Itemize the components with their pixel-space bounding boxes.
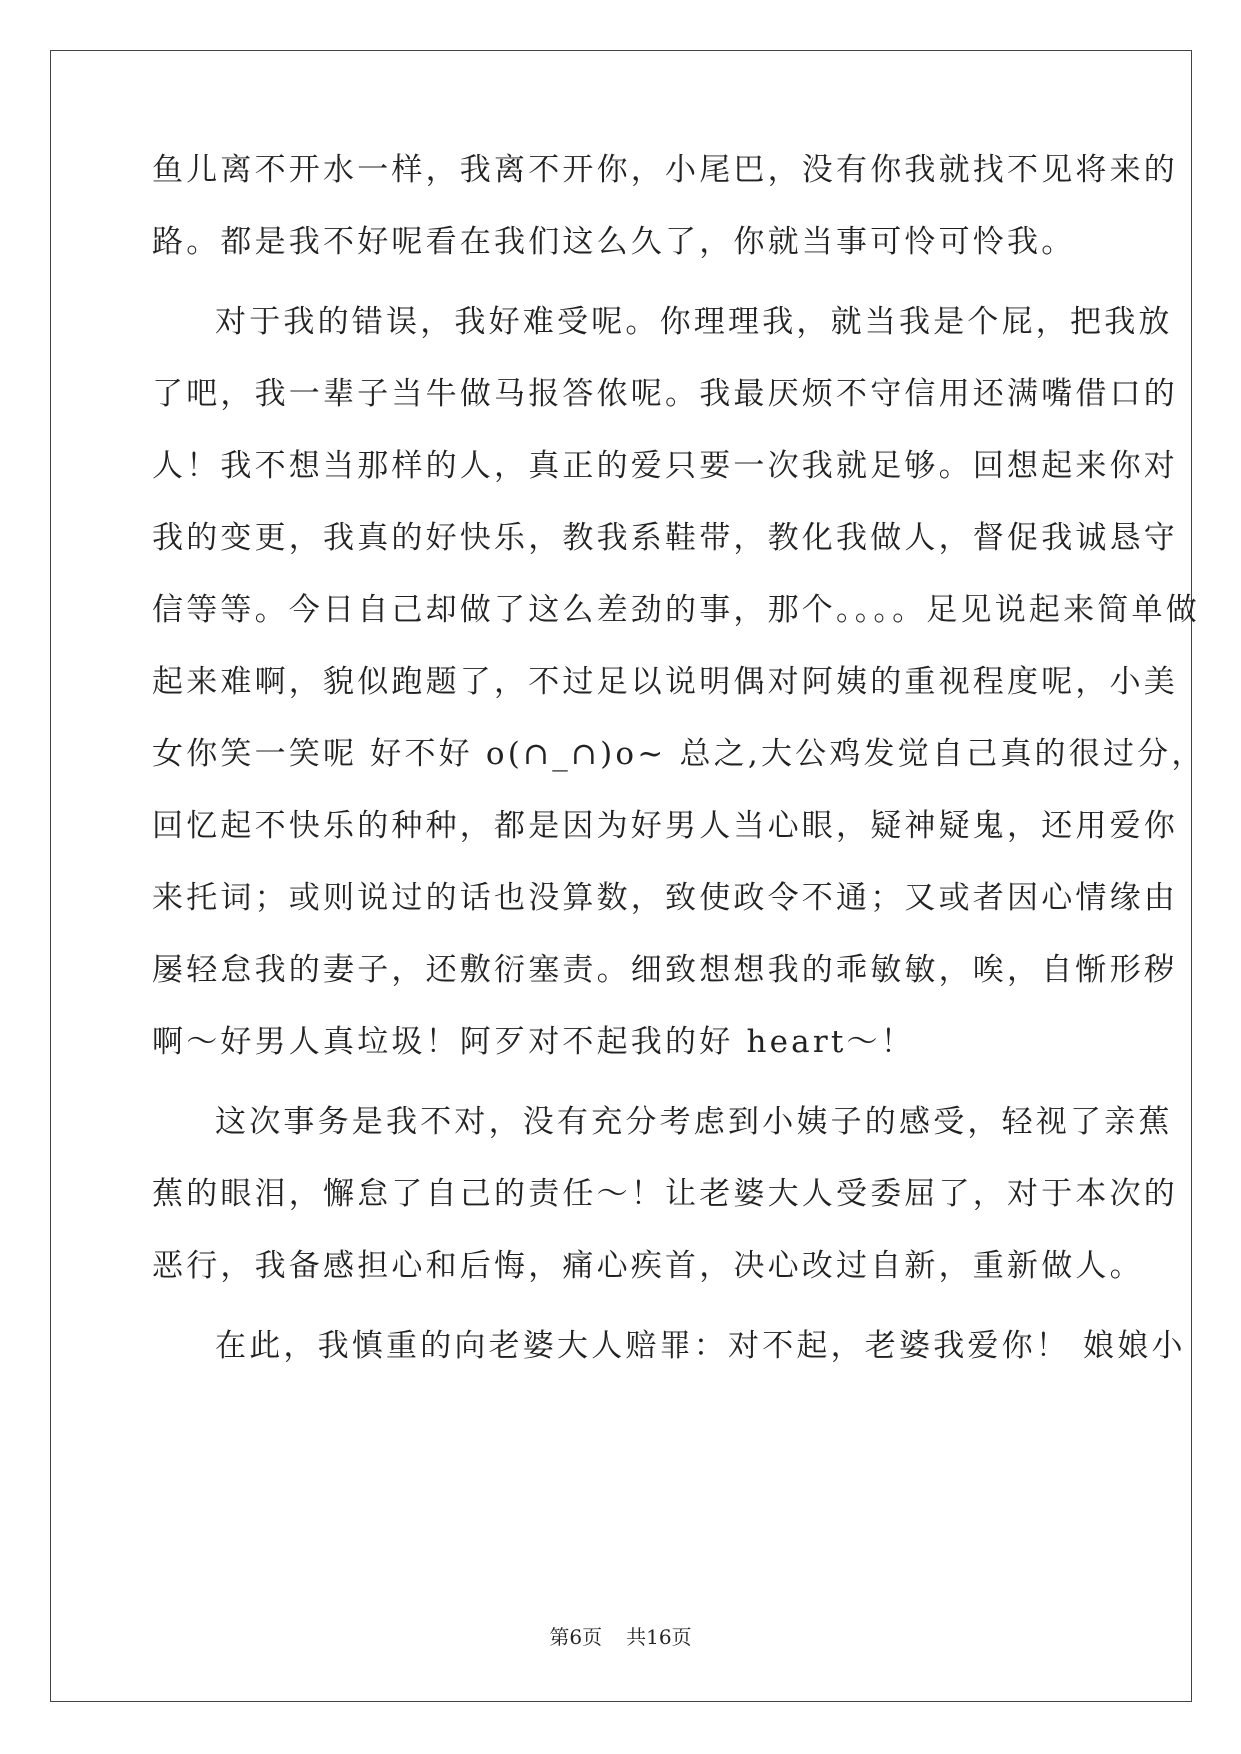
text-line-17: 在此，我慎重的向老婆大人赔罪：对不起，老婆我爱你！ 娘娘小 <box>215 1328 1186 1364</box>
text-line-16: 恶行，我备感担心和后悔，痛心疾首，决心改过自新，重新做人。 <box>152 1248 1144 1284</box>
text-line-10: 回忆起不快乐的种种，都是因为好男人当心眼，疑神疑鬼，还用爱你 <box>152 808 1178 844</box>
text-line-12: 屡轻怠我的妻子，还敷衍塞责。细致想想我的乖敏敏，唉，自惭形秽 <box>152 952 1178 988</box>
page-border <box>50 50 1192 1702</box>
page-number-current: 第6页 <box>549 1625 603 1649</box>
text-line-13: 啊～好男人真垃圾！阿歹对不起我的好 heart～！ <box>152 1024 915 1060</box>
text-line-2: 路。都是我不好呢看在我们这么久了，你就当事可怜可怜我。 <box>152 224 1076 260</box>
text-line-1: 鱼儿离不开水一样，我离不开你，小尾巴，没有你我就找不见将来的 <box>152 152 1178 188</box>
text-line-14: 这次事务是我不对，没有充分考虑到小姨子的感受，轻视了亲蕉 <box>215 1104 1173 1140</box>
text-line-3: 对于我的错误，我好难受呢。你理理我，就当我是个屁，把我放 <box>215 304 1173 340</box>
text-line-4: 了吧，我一辈子当牛做马报答侬呢。我最厌烦不守信用还满嘴借口的 <box>152 376 1178 412</box>
text-line-15: 蕉的眼泪，懈怠了自己的责任～！让老婆大人受委屈了，对于本次的 <box>152 1176 1178 1212</box>
page-number-total: 共16页 <box>626 1625 692 1649</box>
page-footer <box>0 1625 1241 1649</box>
text-line-7: 信等等。今日自己却做了这么差劲的事，那个。。。。足见说起来简单做 <box>152 592 1200 628</box>
text-line-8: 起来难啊，貌似跑题了，不过足以说明偶对阿姨的重视程度呢，小美 <box>152 664 1178 700</box>
text-line-6: 我的变更，我真的好快乐，教我系鞋带，教化我做人，督促我诚恳守 <box>152 520 1178 556</box>
text-line-5: 人！我不想当那样的人，真正的爱只要一次我就足够。回想起来你对 <box>152 448 1178 484</box>
text-line-11: 来托词；或则说过的话也没算数，致使政令不通；又或者因心情缘由 <box>152 880 1178 916</box>
text-line-9: 女你笑一笑呢 好不好 o(∩_∩)o~ 总之,大公鸡发觉自己真的很过分， <box>152 736 1206 772</box>
